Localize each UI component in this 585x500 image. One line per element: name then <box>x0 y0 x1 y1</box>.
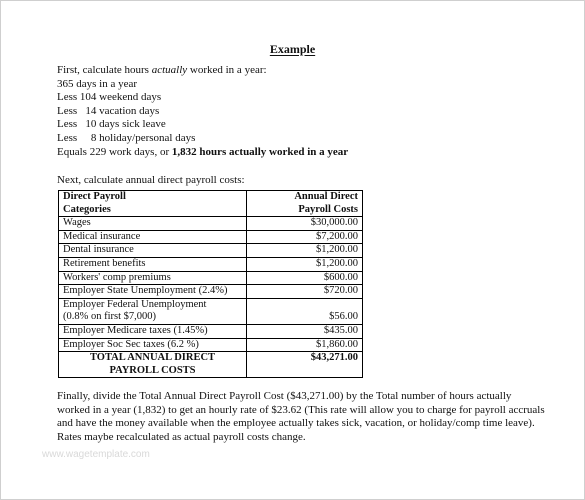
next-instruction: Next, calculate annual direct payroll costs: <box>57 174 245 186</box>
table-row <box>59 338 363 352</box>
row-category: Employer Medicare taxes (1.45%) <box>59 324 247 338</box>
final-instruction: Finally, divide the Total Annual Direct Payroll Cost ($43,271.00) by the Total number of hours actually worked in a year (1,832) to get an hourly rate of $23.62 (This rate will allow you to charge for payroll accruals and have the money available when the employee actually takes sick, vacation, or holiday/comp time leave). Rates maybe recalculated as actual payroll costs change. <box>57 390 545 443</box>
header-categories: Direct Payroll Categories <box>59 191 247 217</box>
watermark: www.wagetemplate.com <box>42 449 150 460</box>
row-category: Employer State Unemployment (2.4%) <box>59 285 247 299</box>
row-category: Retirement benefits <box>59 257 247 271</box>
header-costs: Annual Direct Payroll Costs <box>247 191 363 217</box>
table-row <box>59 257 363 271</box>
total-amount: $43,271.00 <box>247 352 363 378</box>
row-amount: $56.00 <box>247 298 363 324</box>
table-row <box>59 230 363 244</box>
table-row <box>59 285 363 299</box>
calc-equals: Equals 229 work days, or 1,832 hours actually worked in a year <box>57 145 349 158</box>
calc-line: Less 14 vacation days <box>57 104 160 117</box>
table-header-row <box>59 191 363 217</box>
row-amount: $1,200.00 <box>247 244 363 258</box>
calc-line: 365 days in a year <box>57 77 138 90</box>
payroll-costs-table <box>58 190 363 378</box>
row-category: Employer Soc Sec taxes (6.2 %) <box>59 338 247 352</box>
total-label: TOTAL ANNUAL DIRECT PAYROLL COSTS <box>59 352 247 378</box>
calc-line: Less 8 holiday/personal days <box>57 131 196 144</box>
table-row <box>59 324 363 338</box>
row-amount: $435.00 <box>247 324 363 338</box>
row-category: Dental insurance <box>59 244 247 258</box>
calc-line: Less 10 days sick leave <box>57 118 166 131</box>
row-category: Medical insurance <box>59 230 247 244</box>
table-row <box>59 217 363 231</box>
hours-calculation <box>57 64 348 159</box>
row-amount: $30,000.00 <box>247 217 363 231</box>
table-row <box>59 244 363 258</box>
row-category: Wages <box>59 217 247 231</box>
calc-line: Less 104 weekend days <box>57 91 162 104</box>
table-total-row <box>59 352 363 378</box>
row-amount: $1,860.00 <box>247 338 363 352</box>
document-title: Example <box>269 42 316 56</box>
row-amount: $7,200.00 <box>247 230 363 244</box>
row-amount: $720.00 <box>247 285 363 299</box>
row-category: Employer Federal Unemployment (0.8% on first $7,000) <box>59 298 247 324</box>
row-amount: $600.00 <box>247 271 363 285</box>
calc-intro: First, calculate hours actually worked in a year: <box>57 64 267 76</box>
row-category: Workers' comp premiums <box>59 271 247 285</box>
row-amount: $1,200.00 <box>247 257 363 271</box>
table-row <box>59 271 363 285</box>
table-row <box>59 298 363 324</box>
